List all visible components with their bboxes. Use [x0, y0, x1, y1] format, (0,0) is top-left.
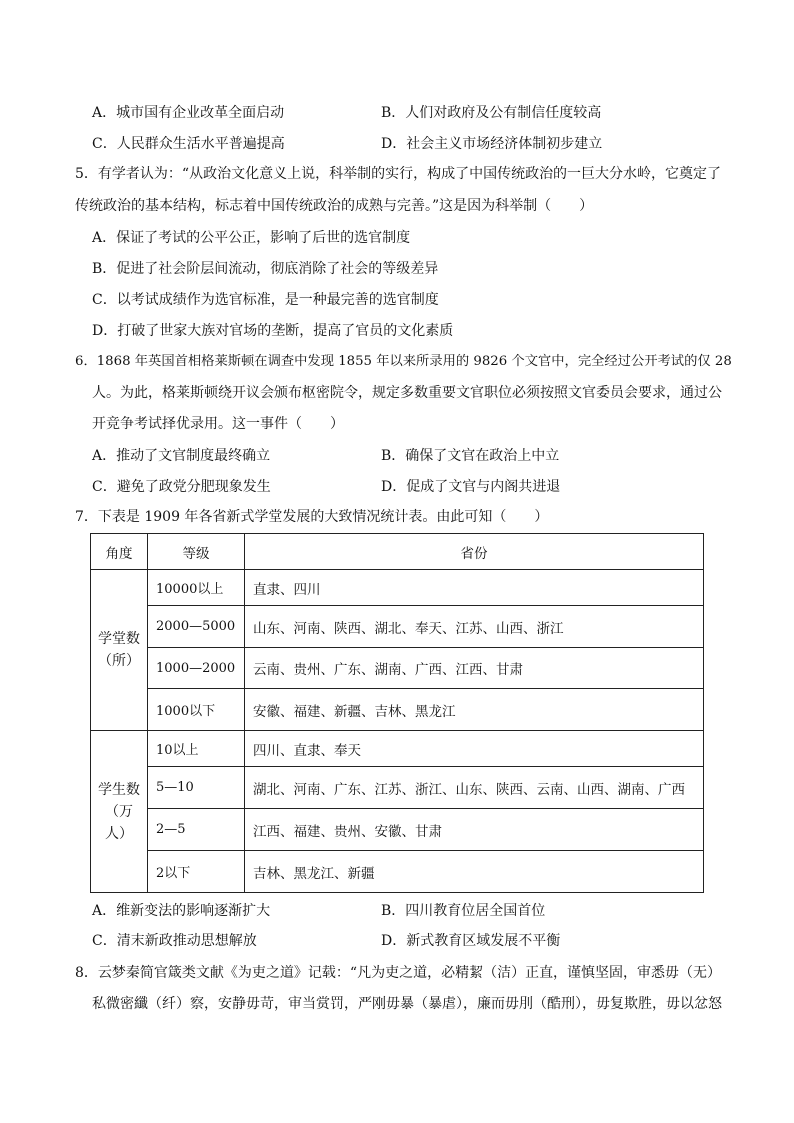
q8-stem-line-1: 8．云梦秦简官箴类文献《为吏之道》记载：“凡为吏之道，必精絜（洁）正直，谨慎坚固，审悉毋（无）: [75, 965, 722, 981]
q7-option-b[interactable]: B．四川教育位居全国首位: [381, 903, 546, 919]
table-header-provinces: 省份: [245, 534, 704, 570]
q8-stem-line-2: 私微密纖（纤）察，安静毋苛，审当赏罚，严刚毋暴（暴虐），廉而毋刖（酷刑），毋复欺胜，毋以忿怒: [92, 996, 722, 1012]
q7-option-c[interactable]: C．清末新政推动思想解放: [92, 933, 257, 949]
q4-option-row-1: [92, 104, 732, 122]
table-row: [91, 570, 704, 606]
q6-option-a[interactable]: A．推动了文官制度最终确立: [92, 448, 271, 464]
table-row: [91, 809, 704, 851]
table-header-row: [91, 534, 704, 570]
table-row: [91, 851, 704, 893]
table-header-angle: 角度: [91, 534, 148, 570]
table-row: [91, 689, 704, 731]
q5-option-c[interactable]: C．以考试成绩作为选官标准，是一种最完善的选官制度: [92, 292, 439, 308]
table-cell-level: 2—5: [148, 809, 245, 851]
table-cell-level: 10以上: [148, 731, 245, 767]
table-cell-provinces: 湖北、河南、广东、江苏、浙江、山东、陕西、云南、山西、湖南、广西: [245, 767, 704, 809]
q7-option-a[interactable]: A．维新变法的影响逐渐扩大: [92, 903, 271, 919]
table-cell-provinces: 山东、河南、陕西、湖北、奉天、江苏、山西、浙江: [245, 606, 704, 648]
q4-option-c[interactable]: C．人民群众生活水平普遍提高: [92, 136, 285, 152]
table-cell-level: 10000以上: [148, 570, 245, 606]
table-cell-provinces: 四川、直隶、奉天: [245, 731, 704, 767]
table-row: [91, 606, 704, 648]
q6-stem-line-3: 开竞争考试择优录用。这一事件（ ）: [92, 416, 344, 432]
table-category-schools: 学堂数（所）: [91, 570, 148, 731]
q7-option-row-2: [92, 932, 732, 950]
table-cell-provinces: 安徽、福建、新疆、吉林、黑龙江: [245, 689, 704, 731]
q6-option-row-2: [92, 478, 732, 496]
q7-stem: 7．下表是 1909 年各省新式学堂发展的大致情况统计表。由此可知（ ）: [75, 509, 549, 525]
table-cell-provinces: 吉林、黑龙江、新疆: [245, 851, 704, 893]
q4-option-row-2: [92, 135, 732, 153]
table-row: [91, 767, 704, 809]
q5-stem-line-2: 传统政治的基本结构，标志着中国传统政治的成熟与完善。”这是因为科举制（ ）: [75, 198, 594, 214]
q6-stem-line-2: 人。为此，格莱斯顿绕开议会颁布枢密院令，规定多数重要文官职位必须按照文官委员会要求，通过公: [92, 385, 722, 401]
q6-option-c[interactable]: C．避免了政党分肥现象发生: [92, 479, 271, 495]
q5-option-d[interactable]: D．打破了世家大族对官场的垄断，提高了官员的文化素质: [92, 323, 454, 339]
table-category-students: 学生数（万人）: [91, 731, 148, 893]
q6-stem-line-1: 6．1868 年英国首相格莱斯顿在调查中发现 1855 年以来所录用的 9826 个文官中，完全经过公开考试的仅 28: [75, 354, 732, 369]
q4-option-a[interactable]: A．城市国有企业改革全面启动: [92, 105, 285, 121]
q4-option-d[interactable]: D．社会主义市场经济体制初步建立: [381, 136, 603, 152]
q4-option-b[interactable]: B．人们对政府及公有制信任度较高: [381, 105, 602, 121]
table-cell-provinces: 直隶、四川: [245, 570, 704, 606]
table-cell-provinces: 江西、福建、贵州、安徽、甘肃: [245, 809, 704, 851]
q6-option-d[interactable]: D．促成了文官与内阁共进退: [381, 479, 561, 495]
table-cell-provinces: 云南、贵州、广东、湖南、广西、江西、甘肃: [245, 648, 704, 689]
table-header-level: 等级: [148, 534, 245, 570]
table-row: [91, 648, 704, 689]
table-cell-level: 2000—5000: [148, 606, 245, 648]
table-cell-level: 2以下: [148, 851, 245, 893]
table-cell-level: 1000以下: [148, 689, 245, 731]
q6-option-row-1: [92, 447, 732, 465]
q7-option-row-1: [92, 902, 732, 920]
table-row: [91, 731, 704, 767]
q5-option-a[interactable]: A．保证了考试的公平公正，影响了后世的选官制度: [92, 230, 411, 246]
q6-option-b[interactable]: B．确保了文官在政治上中立: [381, 448, 560, 464]
q7-option-d[interactable]: D．新式教育区域发展不平衡: [381, 933, 561, 949]
q7-statistics-table: [90, 533, 704, 893]
table-cell-level: 1000—2000: [148, 648, 245, 689]
table-cell-level: 5—10: [148, 767, 245, 809]
q5-stem-line-1: 5．有学者认为：“从政治文化意义上说，科举制的实行，构成了中国传统政治的一巨大分水岭，它奠定了: [75, 166, 722, 182]
q5-option-b[interactable]: B．促进了社会阶层间流动，彻底消除了社会的等级差异: [92, 261, 439, 277]
